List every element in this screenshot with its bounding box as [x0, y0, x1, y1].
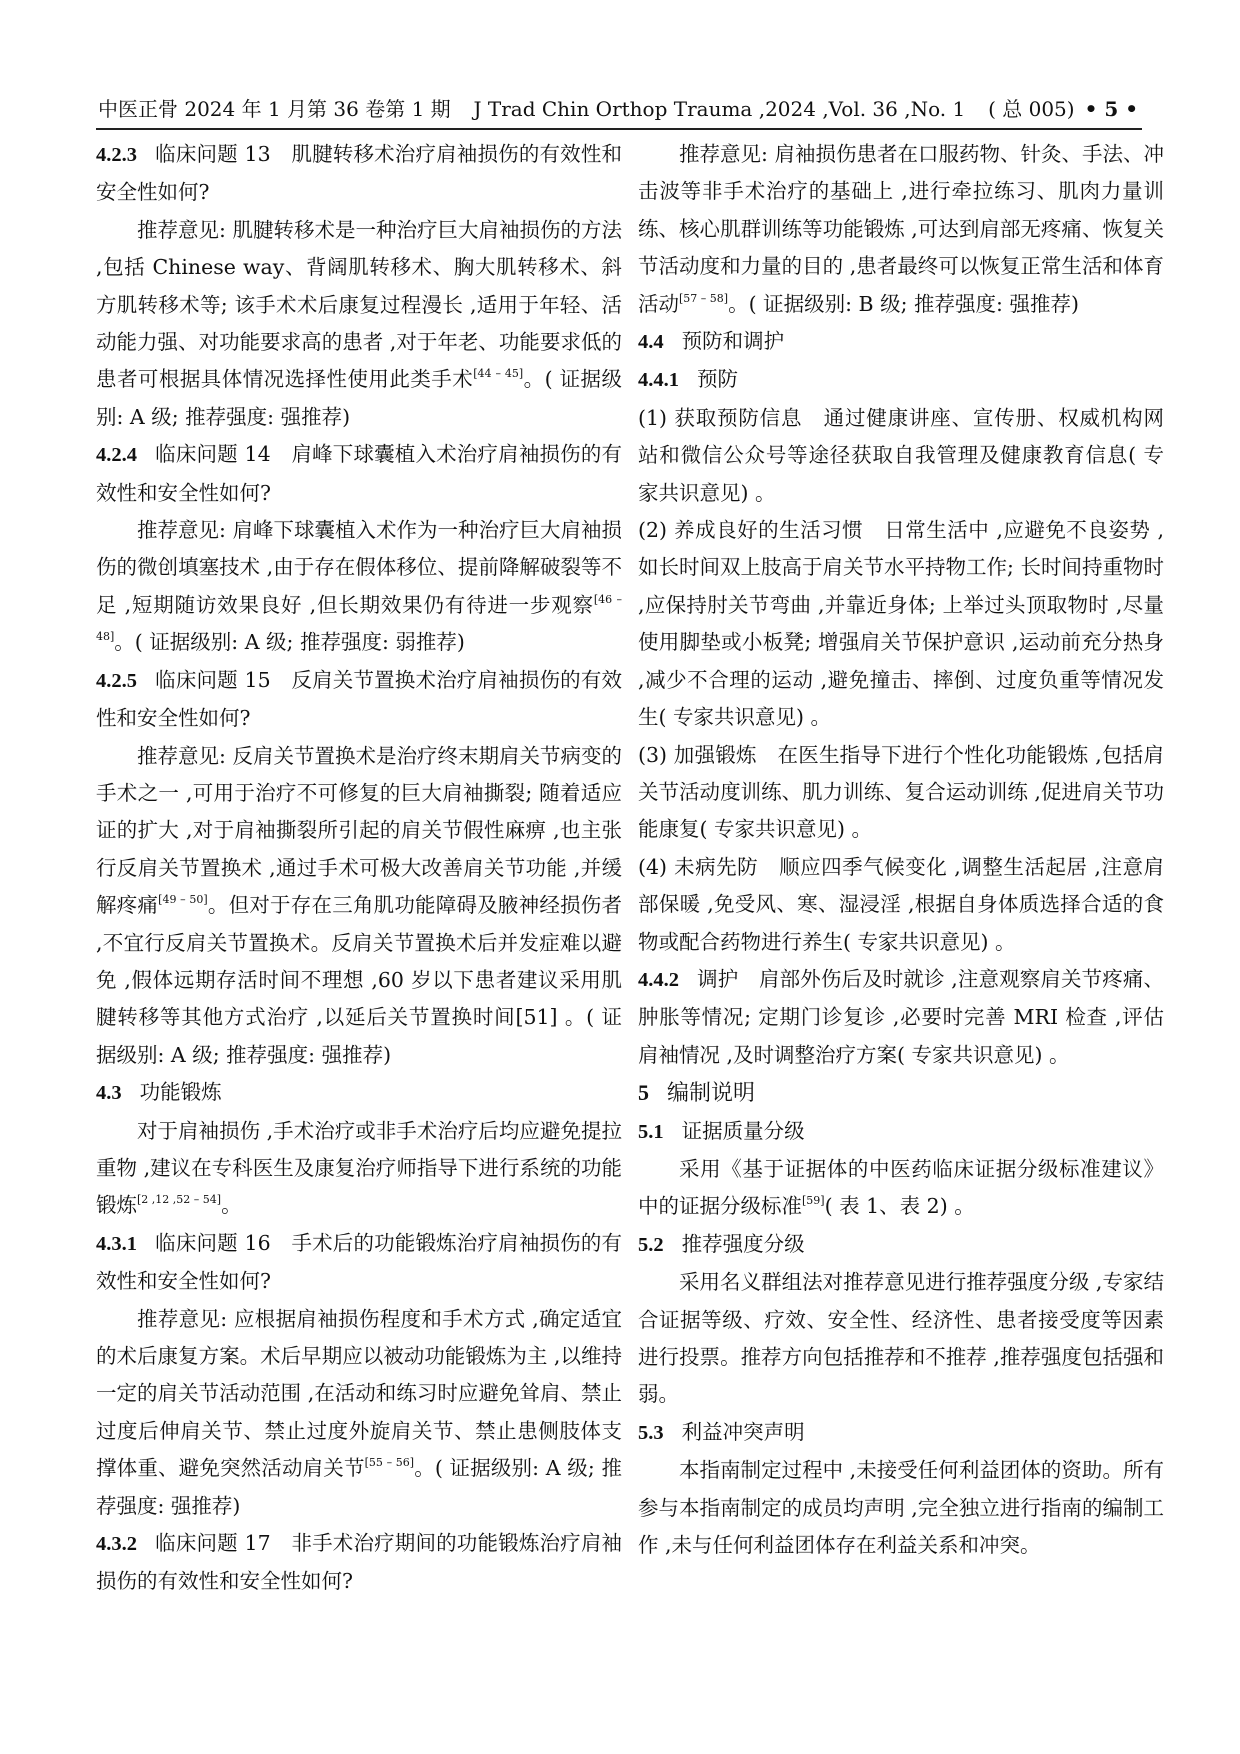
- paragraph-text-tail: 。( 证据级别: B 级; 推荐强度: 强推荐): [728, 291, 1079, 316]
- section-heading: [638, 1113, 1164, 1151]
- section-heading: [638, 361, 1164, 399]
- total-page-number: ( 总 005): [988, 97, 1075, 121]
- list-item-text: (1) 获取预防信息 通过健康讲座、宣传册、权威机构网站和微信公众号等途径获取自我管理及健康教育信息( 专家共识意见) 。: [638, 405, 1164, 505]
- section-title: 预防和调护: [681, 329, 785, 354]
- paragraph-text: 采用《基于证据体的中医药临床证据分级标准建议》中的证据分级标准: [638, 1156, 1164, 1219]
- section-number: 5.2: [638, 1233, 664, 1256]
- paragraph: [96, 1113, 622, 1225]
- paragraph-text: 本指南制定过程中 ,未接受任何利益团体的资助。所有参与本指南制定的成员均声明 ,完全独立进行指南的编制工作 ,未与任何利益团体存在利益关系和冲突。: [638, 1458, 1164, 1558]
- section-number: 5.1: [638, 1120, 664, 1143]
- list-item-text: (4) 未病先防 顺应四季气候变化 ,调整生活起居 ,注意肩部保暖 ,免受风、寒、湿浸淫 ,根据自身体质选择合适的食物或配合药物进行养生( 专家共识意见) 。: [638, 854, 1164, 954]
- paragraph: [96, 212, 622, 436]
- section-title: 功能锻炼: [139, 1080, 222, 1105]
- citation-ref: [2 ,12 ,52 – 54]: [137, 1193, 222, 1207]
- section-title: 调护 肩部外伤后及时就诊 ,注意观察肩关节疼痛、肿胀等情况; 定期门诊复诊 ,必要时完善 MRI 检查 ,评估肩袖情况 ,及时调整治疗方案( 专家共识意见) 。: [638, 966, 1164, 1067]
- section-title: 利益冲突声明: [681, 1419, 805, 1444]
- page-number: • 5 •: [1084, 97, 1138, 121]
- section-number: 5: [638, 1080, 649, 1106]
- section-title: 预防: [697, 367, 738, 392]
- section-heading: [96, 1525, 622, 1601]
- section-number: 4.2.3: [96, 144, 137, 166]
- section-number: 4.3: [96, 1082, 122, 1105]
- section-number: 4.4.1: [638, 369, 679, 392]
- citation-ref: [46 – 48]: [96, 592, 622, 644]
- paragraph-text-tail: 。但对于存在三角肌功能障碍及腋神经损伤者 ,不宜行反肩关节置换术。反肩关节置换术后并发症难以避免 ,假体远期存活时间不理想 ,60 岁以下患者建议采用肌腱转移等其他方式治疗 ,以延后关节置换时间[51] 。( 证据级别: A 级; 推荐强度: 强推荐): [96, 893, 623, 1067]
- list-item: [638, 849, 1164, 961]
- section-heading: [96, 662, 622, 738]
- right-column: [638, 136, 1164, 1564]
- left-column: [96, 136, 622, 1601]
- paragraph-text-tail: 。( 证据级别: A 级; 推荐强度: 强推荐): [96, 1456, 623, 1518]
- paragraph-text: 对于肩袖损伤 ,手术治疗或非手术治疗后均应避免提拉重物 ,建议在专科医生及康复治疗师指导下进行系统的功能锻炼: [96, 1118, 622, 1218]
- citation-ref: [57 – 58]: [679, 291, 729, 305]
- paragraph: [96, 738, 622, 1075]
- list-item: [638, 737, 1164, 849]
- section-heading: [638, 323, 1164, 361]
- citation-ref: [49 – 50]: [158, 893, 208, 907]
- section-number: 4.2.5: [96, 669, 137, 692]
- section-title: 临床问题 13 肌腱转移术治疗肩袖损伤的有效性和安全性如何?: [96, 142, 622, 205]
- section-title: 证据质量分级: [681, 1118, 805, 1143]
- section-heading: [638, 961, 1164, 1074]
- section-title: 推荐强度分级: [681, 1231, 805, 1256]
- section-heading: [638, 1226, 1164, 1264]
- paragraph-text: 推荐意见: 肩袖损伤患者在口服药物、针灸、手法、冲击波等非手术治疗的基础上 ,进行牵拉练习、肌肉力量训练、核心肌群训练等功能锻炼 ,可达到肩部无疼痛、恢复关节活动度和力量的目的 ,患者最终可以恢复正常生活和体育活动: [638, 142, 1164, 316]
- section-heading: [96, 436, 622, 512]
- running-header: [98, 86, 1138, 122]
- section-number: 4.3.1: [96, 1232, 137, 1255]
- paragraph: [638, 136, 1164, 323]
- section-title: 编制说明: [667, 1081, 756, 1107]
- journal-title-cn: 中医正骨 2024 年 1 月第 36 卷第 1 期: [98, 97, 451, 121]
- page-info: [988, 96, 1138, 122]
- section-heading: [638, 1414, 1164, 1452]
- citation-ref: [44 – 45]: [473, 367, 524, 381]
- section-number: 4.2.4: [96, 444, 137, 467]
- section-heading: [96, 1074, 622, 1112]
- citation-ref: [55 – 56]: [364, 1456, 415, 1470]
- paragraph-text-tail: ( 表 1、表 2) 。: [824, 1194, 975, 1219]
- list-item-text: (3) 加强锻炼 在医生指导下进行个性化功能锻炼 ,包括肩关节活动度训练、肌力训练、复合运动训练 ,促进肩关节功能康复( 专家共识意见) 。: [638, 742, 1164, 842]
- paragraph-text: 推荐意见: 肩峰下球囊植入术作为一种治疗巨大肩袖损伤的微创填塞技术 ,由于存在假体移位、提前降解破裂等不足 ,短期随访效果良好 ,但长期效果仍有待进一步观察: [96, 518, 622, 617]
- section-heading: [638, 1074, 1164, 1112]
- list-item-text: (2) 养成良好的生活习惯 日常生活中 ,应避免不良姿势 ,如长时间双上肢高于肩关节水平持物工作; 长时间持重物时 ,应保持肘关节弯曲 ,并靠近身体; 上举过头顶取物时 ,尽量使用脚垫或小板凳; 增强肩关节保护意识 ,运动前充分热身 ,减少不合理的运动 ,避免撞击、摔倒、过度负重等情况发生( 专家共识意见) 。: [638, 518, 1164, 730]
- section-heading: [96, 136, 622, 212]
- citation-ref: [59]: [802, 1194, 825, 1208]
- paragraph: [638, 1151, 1164, 1226]
- paragraph-text: 采用名义群组法对推荐意见进行推荐强度分级 ,专家结合证据等级、疗效、安全性、经济性、患者接受度等因素进行投票。推荐方向包括推荐和不推荐 ,推荐强度包括强和弱。: [638, 1270, 1164, 1407]
- paragraph-text: 推荐意见: 应根据肩袖损伤程度和手术方式 ,确定适宜的术后康复方案。术后早期应以被动功能锻炼为主 ,以维持一定的肩关节活动范围 ,在活动和练习时应避免耸肩、禁止过度后伸肩关节、禁止过度外旋肩关节、禁止患侧肢体支撑体重、避免突然活动肩关节: [96, 1306, 622, 1481]
- section-number: 5.3: [638, 1421, 664, 1444]
- paragraph-text-tail: 。( 证据级别: A 级; 推荐强度: 强推荐): [96, 367, 622, 429]
- paragraph: [638, 1452, 1164, 1564]
- paragraph: [96, 1301, 622, 1525]
- paragraph-text-tail: 。: [221, 1193, 242, 1218]
- section-number: 4.3.2: [96, 1533, 137, 1556]
- list-item: [638, 512, 1164, 736]
- section-title: 临床问题 15 反肩关节置换术治疗肩袖损伤的有效性和安全性如何?: [96, 667, 622, 731]
- paragraph-text: 推荐意见: 肌腱转移术是一种治疗巨大肩袖损伤的方法 ,包括 Chinese way、背阔肌转移术、胸大肌转移术、斜方肌转移术等; 该手术术后康复过程漫长 ,适用于年轻、活动能力强、对功能要求高的患者 ,对于年老、功能要求低的患者可根据具体情况选择性使用此类手术: [96, 217, 622, 392]
- list-item: [638, 400, 1164, 512]
- paragraph: [638, 1264, 1164, 1414]
- section-title: 临床问题 14 肩峰下球囊植入术治疗肩袖损伤的有效性和安全性如何?: [96, 442, 622, 505]
- paragraph-text-tail: 。( 证据级别: A 级; 推荐强度: 弱推荐): [114, 630, 465, 655]
- journal-title-en: J Trad Chin Orthop Trauma ,2024 ,Vol. 36 ,No. 1: [473, 97, 966, 121]
- section-title: 临床问题 17 非手术治疗期间的功能锻炼治疗肩袖损伤的有效性和安全性如何?: [96, 1531, 622, 1594]
- paragraph: [96, 512, 622, 662]
- paragraph-text: 推荐意见: 反肩关节置换术是治疗终末期肩关节病变的手术之一 ,可用于治疗不可修复的巨大肩袖撕裂; 随着适应证的扩大 ,对于肩袖撕裂所引起的肩关节假性麻痹 ,也主张行反肩关节置换术 ,通过手术可极大改善肩关节功能 ,并缓解疼痛: [96, 743, 622, 918]
- section-number: 4.4: [638, 331, 664, 354]
- section-heading: [96, 1225, 622, 1301]
- header-rule: [96, 128, 1142, 130]
- section-title: 临床问题 16 手术后的功能锻炼治疗肩袖损伤的有效性和安全性如何?: [96, 1230, 622, 1294]
- section-number: 4.4.2: [638, 968, 679, 991]
